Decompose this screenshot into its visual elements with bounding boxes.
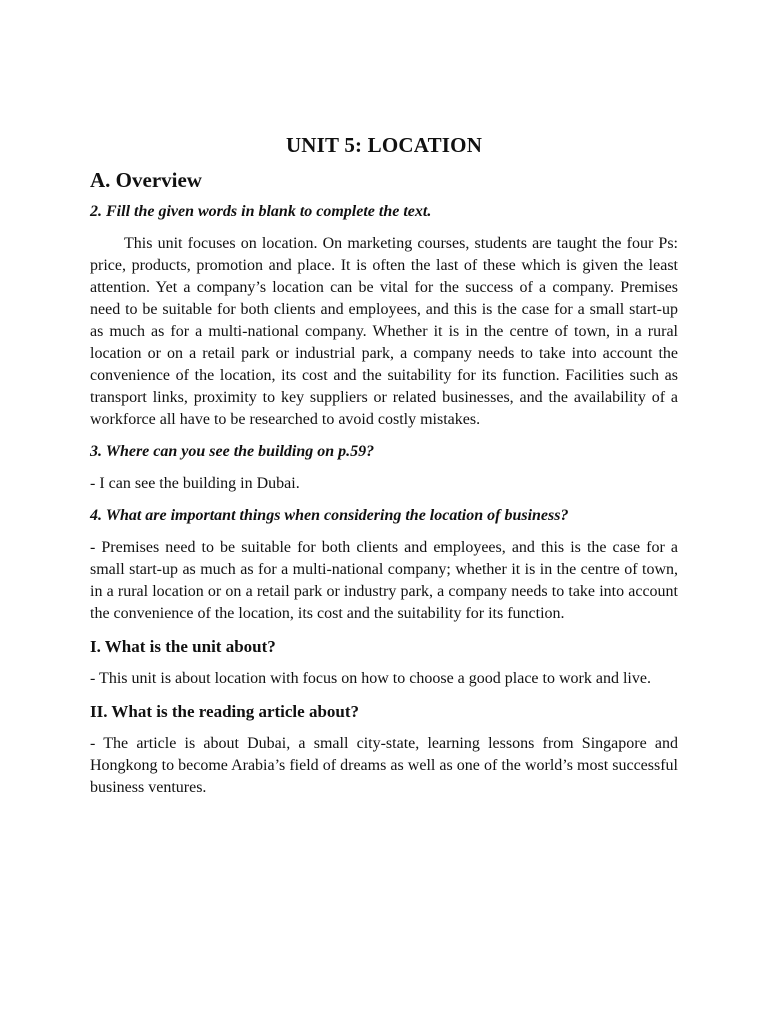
question-2-text: This unit focuses on location. On marketing courses, students are taught the four Ps: price, products, promotion and place. It is often the last of these which is given the least attention. Yet a company’s location can be vital for the success of a company. Premises need to be suitable for both clients and employees, and this is the case for a small start-up as much as for a multi-national company. Whether it is in the centre of town, in a rural location or on a retail park or industrial park, a company needs to take into account the convenience of the location, its cost and the suitability for its function. Facilities such as transport links, proximity to key suppliers or related businesses, and the availability of a workforce all have to be researched to avoid costly mistakes. bbox=[90, 235, 678, 428]
document-page bbox=[90, 128, 678, 809]
question-2: 2. Fill the given words in blank to complete the text. bbox=[90, 203, 432, 220]
question-3: 3. Where can you see the building on p.59? bbox=[90, 443, 375, 460]
page-title: UNIT 5: LOCATION bbox=[285, 133, 483, 157]
section-heading-reading-article: II. What is the reading article about? bbox=[90, 702, 360, 721]
section-heading-unit-about: I. What is the unit about? bbox=[90, 637, 276, 656]
question-4-answer: - Premises need to be suitable for both clients and employees, and this is the case for a small start-up as much as for a multi-national company; whether it is in the centre of town, in a rural location or on a retail park or industry park, a company needs to take into account the convenience of the location, its cost and the suitability for its function. bbox=[90, 539, 678, 622]
section-heading-overview: A. Overview bbox=[90, 168, 202, 192]
section-unit-about-answer: - This unit is about location with focus on how to choose a good place to work and live. bbox=[90, 670, 651, 687]
question-3-answer: - I can see the building in Dubai. bbox=[90, 475, 300, 492]
section-reading-article-answer: - The article is about Dubai, a small city-state, learning lessons from Singapore and Hongkong to become Arabia’s field of dreams as well as one of the world’s most successful business ventures. bbox=[90, 735, 678, 796]
question-4: 4. What are important things when considering the location of business? bbox=[90, 507, 569, 524]
